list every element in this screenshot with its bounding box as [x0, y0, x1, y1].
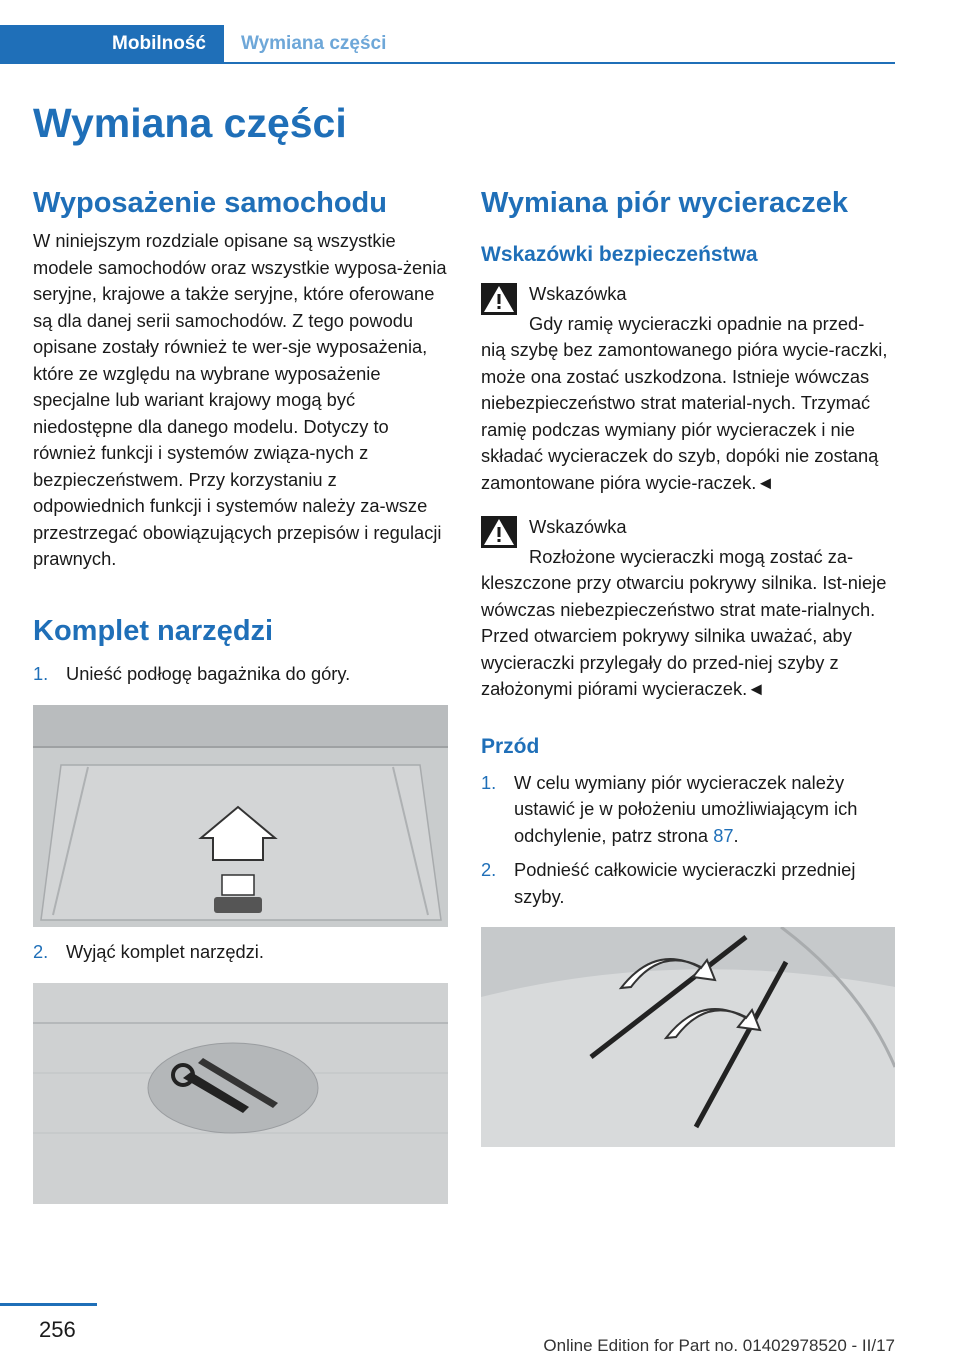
warning-first-line: Rozłożone wycieraczki mogą zostać za‑	[529, 545, 854, 567]
step-number: 2.	[481, 859, 497, 880]
step-text: Wyjąć komplet narzędzi.	[66, 941, 264, 962]
step-number: 2.	[33, 941, 49, 962]
subsection-title-safety: Wskazówki bezpieczeństwa	[481, 243, 758, 266]
edition-info: Online Edition for Part no. 01402978520 - II/17	[543, 1336, 895, 1355]
section-title-toolkit: Komplet narzędzi	[33, 614, 274, 647]
subsection-title-front: Przód	[481, 734, 540, 758]
step-number: 1.	[481, 771, 497, 793]
footer-rule	[0, 1303, 97, 1306]
step-item	[33, 939, 448, 966]
warning-triangle-icon	[481, 283, 517, 315]
step-text: Unieść podłogę bagażnika do góry.	[66, 662, 351, 684]
step-text-end: .	[733, 824, 739, 846]
step-text: Podnieść całkowicie wycieraczki przedniej szyby.	[514, 859, 856, 907]
page-title: Wymiana części	[33, 100, 347, 146]
warning-triangle-icon	[481, 516, 517, 548]
wiper-image	[481, 927, 895, 1147]
warning-block	[481, 281, 896, 496]
step-text: W celu wymiany piór wycieraczek należy ustawić je w położeniu umożliwiającym ich odchylenie, patrz strona	[514, 771, 858, 846]
warning-text: nią szybę bez zamontowanego pióra wycie‑raczki, może ona zostać uszkodzona. Istnieje wówczas niebezpieczeństwo strat material‑nych. Trzymać ramię podczas wymiany piór wycieraczek i nie składać wycieraczek do szyb, dopóki nie zostaną zamontowane pióra wycie‑raczek.◄	[481, 339, 888, 493]
page-link[interactable]: 87	[713, 824, 734, 846]
step-item	[481, 857, 896, 910]
left-column	[33, 185, 448, 1204]
toolkit-illustration	[33, 983, 448, 1204]
section-title-wipers: Wymiana piór wycieraczek	[481, 187, 848, 219]
warning-block	[481, 514, 896, 703]
step-number: 1.	[33, 662, 49, 684]
equipment-paragraph: W niniejszym rozdziale opisane są wszystkie modele samochodów oraz wszystkie wyposa‑żenia seryjne, krajowe a także seryjne, które oferowane są dla danej serii samochodów. Z tego powodu opisane zostały również te wer‑sje wyposażenia, które ze względu na wybrane wyposażenie specjalne lub wariant krajowy mogą być niedostępne dla danego modelu. Dotyczy to również funkcji i systemów związa‑nych z bezpieczeństwem. Przy korzystaniu z odpowiednich funkcji i systemów należy za‑wsze przestrzegać obowiązujących przepisów i regulacji prawnych.	[33, 230, 447, 569]
warning-first-line: Gdy ramię wycieraczki opadnie na przed‑	[529, 312, 865, 334]
section-title-equipment: Wyposażenie samochodu	[33, 187, 387, 219]
wiper-illustration	[481, 927, 895, 1147]
header-tabbar	[0, 25, 895, 64]
toolkit-image	[33, 983, 448, 1204]
warning-text: kleszczone przy otwarciu pokrywy silnika. Ist‑nieje wówczas niebezpieczeństwo strat mate‑rialnych. Przed otwarciem pokrywy silnika uważać, aby wycieraczki przylegały do przed‑niej szyby z założonymi piórami wycieraczek.◄	[481, 572, 887, 699]
warning-heading: Wskazówka	[529, 283, 627, 304]
chapter-tab[interactable]: Mobilność	[0, 25, 224, 62]
step-item	[481, 770, 896, 850]
warning-heading: Wskazówka	[529, 516, 627, 537]
trunk-floor-image	[33, 705, 448, 927]
page-number: 256	[39, 1317, 76, 1342]
section-tab[interactable]: Wymiana części	[241, 33, 387, 54]
right-column	[481, 185, 896, 1147]
step-item	[33, 661, 448, 688]
trunk-floor-illustration	[33, 705, 448, 927]
